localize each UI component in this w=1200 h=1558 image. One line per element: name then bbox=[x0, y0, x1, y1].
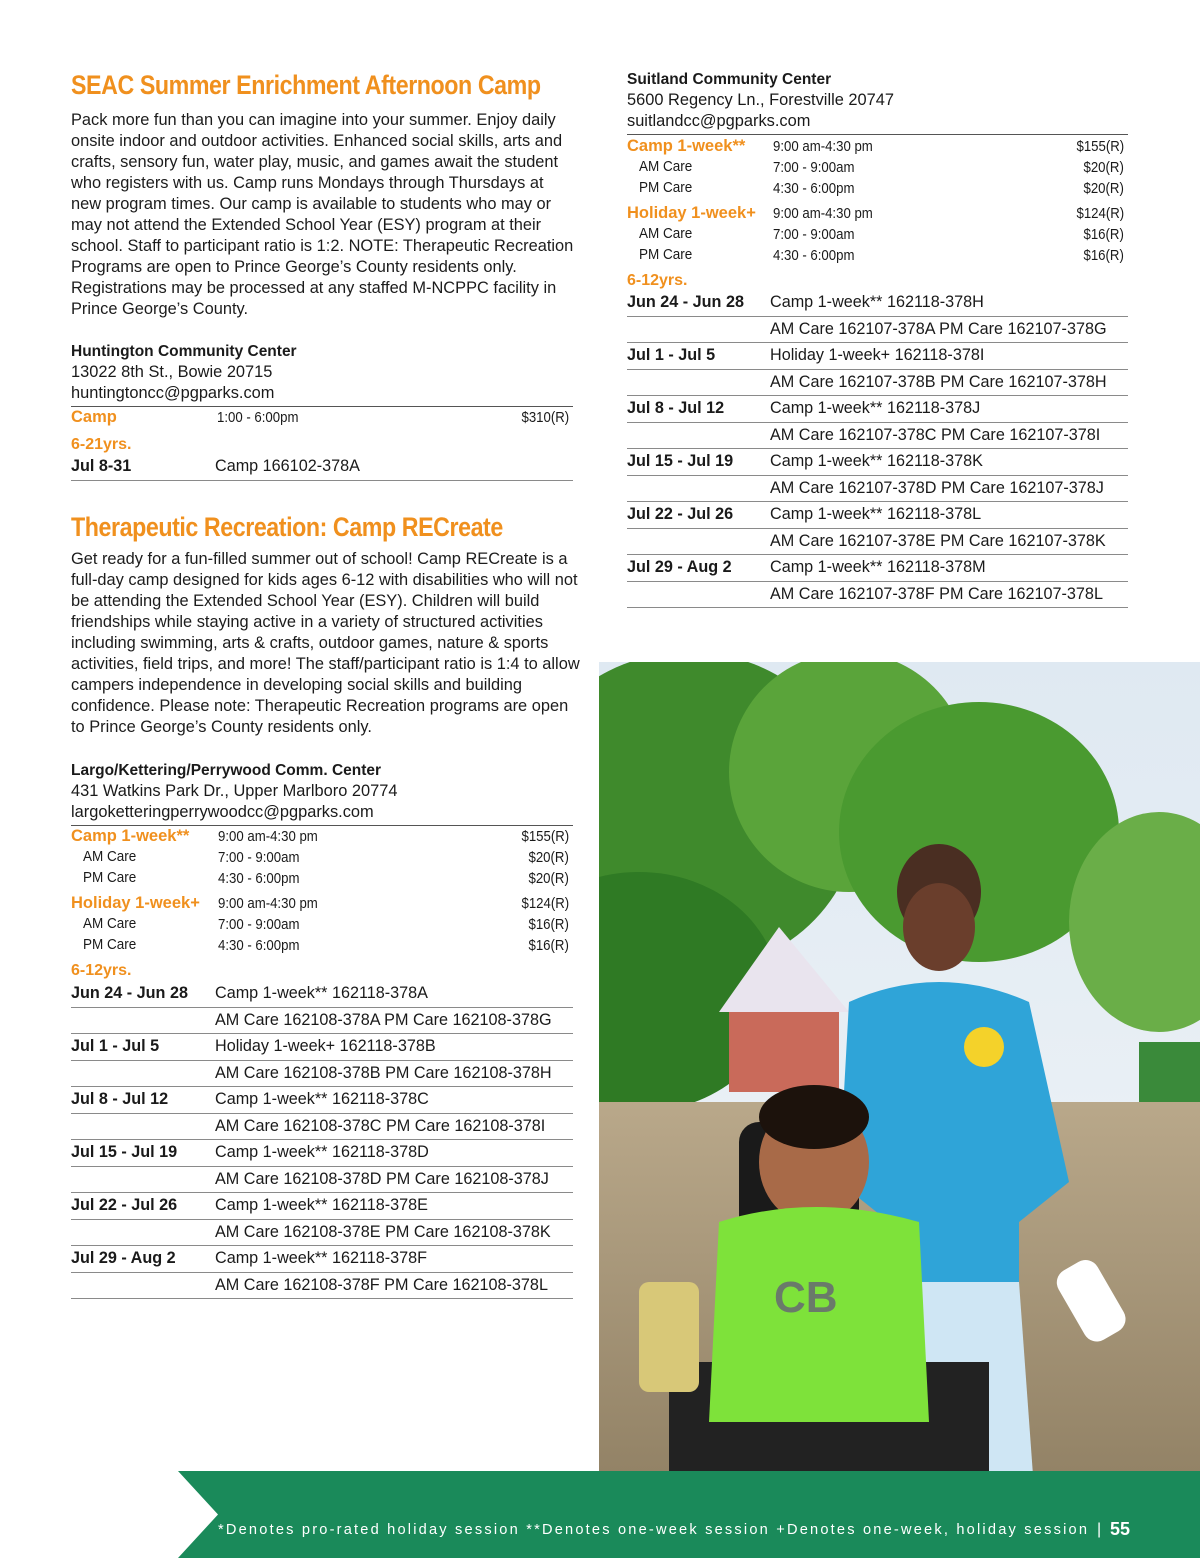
session-code: AM Care 162108-378F PM Care 162108-378L bbox=[215, 1275, 548, 1294]
session-code: AM Care 162108-378C PM Care 162108-378I bbox=[215, 1116, 546, 1135]
table-row bbox=[627, 582, 1128, 609]
session-dates: Jun 24 - Jun 28 bbox=[627, 293, 744, 311]
table-row bbox=[627, 396, 1128, 423]
price-amount: $155(R) bbox=[521, 828, 569, 845]
price-amount: $16(R) bbox=[1083, 226, 1124, 243]
venue-name: Huntington Community Center bbox=[71, 343, 297, 360]
page-number: 55 bbox=[1110, 1519, 1131, 1539]
footer-separator: | bbox=[1097, 1521, 1102, 1538]
price-time: 9:00 am-4:30 pm bbox=[773, 138, 873, 155]
price-time: 9:00 am-4:30 pm bbox=[218, 895, 318, 912]
price-time: 7:00 - 9:00am bbox=[773, 226, 855, 243]
price-label: PM Care bbox=[83, 936, 137, 953]
footer-note: *Denotes pro-rated holiday session **Denotes one-week session +Denotes one-week, holiday session bbox=[218, 1522, 1090, 1538]
session-dates: Jul 15 - Jul 19 bbox=[627, 452, 734, 470]
session-code: Camp 1-week** 162118-378H bbox=[770, 293, 984, 311]
price-row bbox=[627, 158, 1124, 179]
session-code: Camp 1-week** 162118-378M bbox=[770, 558, 986, 576]
session-dates: Jul 15 - Jul 19 bbox=[71, 1143, 178, 1161]
table-row bbox=[627, 343, 1128, 370]
table-row bbox=[71, 1087, 573, 1114]
price-row bbox=[627, 225, 1124, 246]
table-row bbox=[71, 1167, 573, 1194]
table-row bbox=[627, 290, 1128, 317]
price-amount: $16(R) bbox=[528, 937, 569, 954]
table-row bbox=[71, 454, 573, 481]
price-amount: $20(R) bbox=[528, 870, 569, 887]
footer-banner bbox=[178, 1471, 1200, 1558]
session-code: Camp 1-week** 162118-378D bbox=[215, 1143, 429, 1161]
price-label: PM Care bbox=[639, 246, 693, 263]
price-label: PM Care bbox=[639, 179, 693, 196]
table-row bbox=[71, 1193, 573, 1220]
table-row bbox=[71, 1008, 573, 1035]
venue-name: Largo/Kettering/Perrywood Comm. Center bbox=[71, 762, 382, 779]
price-amount: $20(R) bbox=[528, 849, 569, 866]
price-amount: $16(R) bbox=[528, 916, 569, 933]
divider bbox=[627, 134, 1128, 135]
venue-email[interactable]: huntingtoncc@pgparks.com bbox=[71, 384, 275, 402]
table-row bbox=[627, 449, 1128, 476]
price-amount: $20(R) bbox=[1083, 180, 1124, 197]
largo-venue bbox=[71, 760, 397, 823]
price-time: 4:30 - 6:00pm bbox=[773, 180, 855, 197]
price-label: AM Care bbox=[639, 158, 693, 175]
seac-title: SEAC Summer Enrichment Afternoon Camp bbox=[71, 70, 541, 100]
price-label: Holiday 1-week+ bbox=[71, 894, 200, 912]
suitland-schedule bbox=[627, 290, 1128, 608]
price-amount: $20(R) bbox=[1083, 159, 1124, 176]
divider bbox=[71, 825, 573, 826]
venue-address: 13022 8th St., Bowie 20715 bbox=[71, 363, 273, 381]
price-time: 1:00 - 6:00pm bbox=[217, 409, 299, 426]
session-code: Camp 1-week** 162118-378L bbox=[770, 505, 982, 523]
venue-email[interactable]: largoketteringperrywoodcc@pgparks.com bbox=[71, 803, 374, 821]
price-label: Camp 1-week** bbox=[71, 827, 190, 845]
suitland-venue bbox=[627, 69, 894, 132]
table-row bbox=[71, 1140, 573, 1167]
price-label: Camp 1-week** bbox=[627, 137, 746, 155]
price-row bbox=[71, 827, 569, 848]
price-row bbox=[627, 204, 1124, 225]
table-row bbox=[71, 1246, 573, 1273]
session-code: AM Care 162108-378A PM Care 162108-378G bbox=[215, 1010, 552, 1029]
session-dates: Jul 8 - Jul 12 bbox=[71, 1090, 169, 1108]
table-row bbox=[627, 555, 1128, 582]
session-code: AM Care 162108-378D PM Care 162108-378J bbox=[215, 1169, 549, 1188]
seac-description: Pack more fun than you can imagine into your summer. Enjoy daily onsite indoor and outdoor activities. Enhanced social skills, arts and crafts, sensory fun, water play, music, and games await the student who registers with us. Camp runs Mondays through Thursdays at new program times. Our camp is available to students who may or may not attend the Extended School Year (ESY) program at their school. Staff to participant ratio is 1:2. NOTE: Therapeutic Recreation Programs are open to Prince George’s County residents only. Registrations may be processed at any staffed M-NCPPC facility in Prince George’s County. bbox=[71, 111, 574, 318]
price-time: 4:30 - 6:00pm bbox=[218, 937, 300, 954]
huntington-schedule bbox=[71, 454, 573, 481]
session-code: AM Care 162108-378B PM Care 162108-378H bbox=[215, 1063, 552, 1082]
tr-title: Therapeutic Recreation: Camp RECreate bbox=[71, 512, 503, 542]
table-row bbox=[71, 1114, 573, 1141]
price-time: 4:30 - 6:00pm bbox=[773, 247, 855, 264]
session-dates: Jul 22 - Jul 26 bbox=[71, 1196, 178, 1214]
session-dates: Jul 8-31 bbox=[71, 457, 132, 475]
venue-email[interactable]: suitlandcc@pgparks.com bbox=[627, 112, 811, 130]
venue-address: 5600 Regency Ln., Forestville 20747 bbox=[627, 91, 894, 109]
age-range: 6-12yrs. bbox=[71, 962, 132, 979]
price-time: 4:30 - 6:00pm bbox=[218, 870, 300, 887]
session-code: AM Care 162107-378B PM Care 162107-378H bbox=[770, 372, 1107, 391]
table-row bbox=[627, 476, 1128, 503]
table-row bbox=[627, 502, 1128, 529]
huntington-venue bbox=[71, 341, 297, 404]
price-label: Holiday 1-week+ bbox=[627, 204, 756, 222]
photo-illustration bbox=[599, 662, 1200, 1558]
price-amount: $310(R) bbox=[521, 409, 569, 426]
price-time: 7:00 - 9:00am bbox=[773, 159, 855, 176]
table-row bbox=[71, 1061, 573, 1088]
price-time: 7:00 - 9:00am bbox=[218, 916, 300, 933]
session-code: Camp 1-week** 162118-378J bbox=[770, 399, 981, 417]
price-row bbox=[627, 137, 1124, 158]
price-label: Camp bbox=[71, 408, 117, 426]
price-amount: $16(R) bbox=[1083, 247, 1124, 264]
svg-text:CB: CB bbox=[774, 1273, 838, 1322]
tr-description: Get ready for a fun-filled summer out of school! Camp RECreate is a full-day camp designed for kids ages 6-12 with disabilities who will not be attending the Extended School Year (ESY). Children will build friendships while staying active in a variety of structured activities including swimming, arts & crafts, outdoor games, nature & sports activities, field trips, and more! The staff/participant ratio is 1:4 to allow campers independence in developing social skills and building confidence. Please note: Therapeutic Recreation programs are open to Prince George’s County residents only. bbox=[71, 550, 580, 736]
table-row bbox=[71, 1220, 573, 1247]
price-label: AM Care bbox=[83, 915, 137, 932]
price-row bbox=[627, 179, 1124, 200]
session-code: AM Care 162108-378E PM Care 162108-378K bbox=[215, 1222, 551, 1241]
price-row bbox=[71, 848, 569, 869]
largo-schedule bbox=[71, 981, 573, 1299]
table-row bbox=[627, 423, 1128, 450]
table-row bbox=[71, 981, 573, 1008]
price-label: AM Care bbox=[83, 848, 137, 865]
session-code: AM Care 162107-378F PM Care 162107-378L bbox=[770, 584, 1103, 603]
venue-name: Suitland Community Center bbox=[627, 71, 832, 88]
price-label: PM Care bbox=[83, 869, 137, 886]
table-row bbox=[71, 1034, 573, 1061]
divider bbox=[71, 406, 573, 407]
price-amount: $124(R) bbox=[521, 895, 569, 912]
price-row bbox=[71, 894, 569, 915]
price-amount: $155(R) bbox=[1076, 138, 1124, 155]
price-row bbox=[627, 246, 1124, 267]
session-dates: Jul 29 - Aug 2 bbox=[627, 558, 732, 576]
session-code: AM Care 162107-378C PM Care 162107-378I bbox=[770, 425, 1101, 444]
session-code: Camp 1-week** 162118-378C bbox=[215, 1090, 429, 1108]
session-dates: Jul 29 - Aug 2 bbox=[71, 1249, 176, 1267]
session-code: AM Care 162107-378A PM Care 162107-378G bbox=[770, 319, 1107, 338]
session-code: Camp 1-week** 162118-378K bbox=[770, 452, 983, 470]
venue-address: 431 Watkins Park Dr., Upper Marlboro 20774 bbox=[71, 782, 398, 800]
price-row bbox=[71, 915, 569, 936]
age-range: 6-21yrs. bbox=[71, 436, 132, 453]
session-code: Camp 166102-378A bbox=[215, 457, 360, 475]
table-row bbox=[627, 370, 1128, 397]
session-code: Holiday 1-week+ 162118-378B bbox=[215, 1037, 436, 1055]
session-dates: Jul 22 - Jul 26 bbox=[627, 505, 734, 523]
price-time: 9:00 am-4:30 pm bbox=[218, 828, 318, 845]
age-range: 6-12yrs. bbox=[627, 272, 688, 289]
session-code: Holiday 1-week+ 162118-378I bbox=[770, 346, 985, 364]
price-row bbox=[71, 936, 569, 957]
session-dates: Jul 1 - Jul 5 bbox=[627, 346, 716, 364]
session-code: Camp 1-week** 162118-378E bbox=[215, 1196, 428, 1214]
price-time: 7:00 - 9:00am bbox=[218, 849, 300, 866]
table-row bbox=[627, 317, 1128, 344]
table-row bbox=[71, 1273, 573, 1300]
price-row bbox=[71, 869, 569, 890]
price-time: 9:00 am-4:30 pm bbox=[773, 205, 873, 222]
price-row-camp bbox=[71, 408, 569, 429]
price-label: AM Care bbox=[639, 225, 693, 242]
price-amount: $124(R) bbox=[1076, 205, 1124, 222]
camp-photo bbox=[599, 662, 1200, 1558]
session-dates: Jul 1 - Jul 5 bbox=[71, 1037, 160, 1055]
table-row bbox=[627, 529, 1128, 556]
session-code: Camp 1-week** 162118-378A bbox=[215, 984, 428, 1002]
session-code: AM Care 162107-378D PM Care 162107-378J bbox=[770, 478, 1104, 497]
session-dates: Jun 24 - Jun 28 bbox=[71, 984, 188, 1002]
session-code: AM Care 162107-378E PM Care 162107-378K bbox=[770, 531, 1106, 550]
session-code: Camp 1-week** 162118-378F bbox=[215, 1249, 428, 1267]
session-dates: Jul 8 - Jul 12 bbox=[627, 399, 725, 417]
